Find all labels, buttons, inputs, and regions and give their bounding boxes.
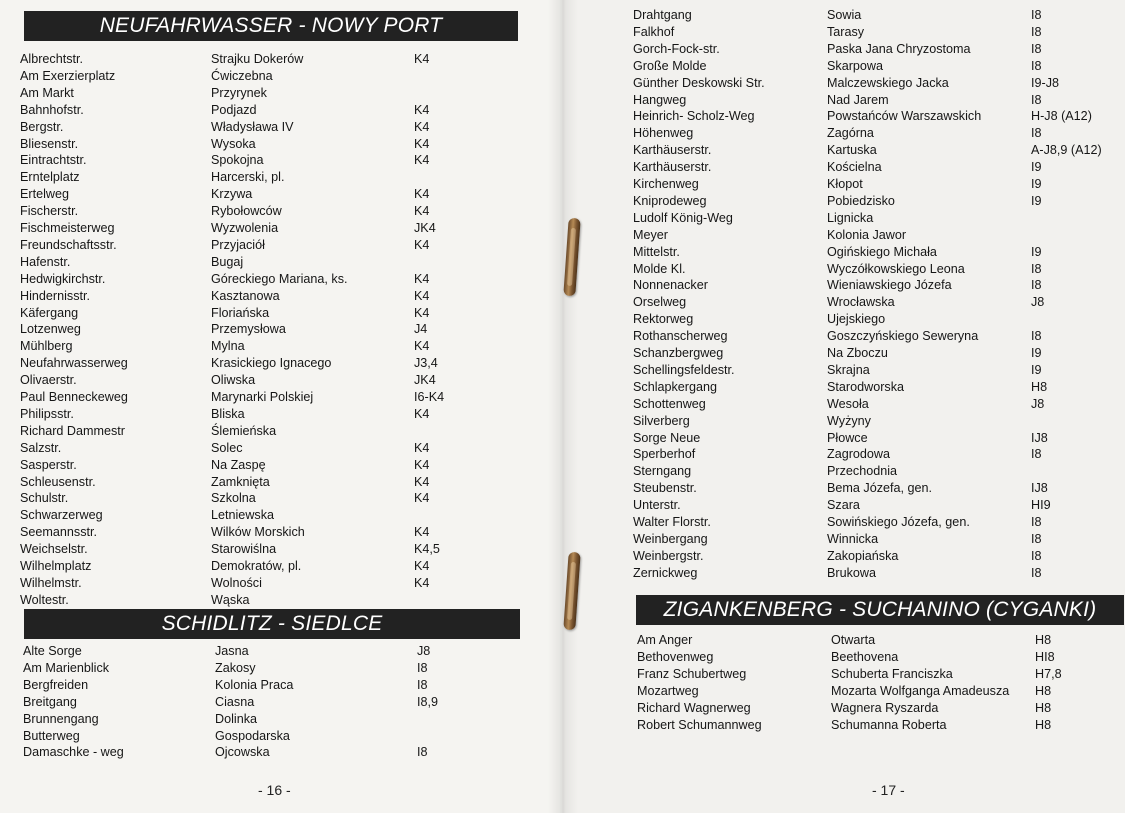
german-street-name: Mühlberg: [20, 339, 73, 354]
map-grid-reference: K4: [414, 271, 430, 286]
polish-street-name: Marynarki Polskiej: [211, 390, 314, 404]
german-street-name: Sterngang: [633, 464, 692, 479]
map-grid-reference: I8: [1031, 329, 1042, 344]
german-street-name: Heinrich- Scholz-Weg: [633, 109, 755, 124]
map-grid-reference: I8: [1031, 58, 1042, 73]
map-grid-reference: I8: [417, 745, 428, 760]
german-street-name: Damaschke - weg: [23, 745, 124, 760]
polish-street-name: Kasztanowa: [211, 288, 280, 303]
polish-street-name: Góreckiego Mariana, ks.: [211, 271, 348, 286]
german-street-name: Breitgang: [23, 694, 77, 709]
polish-street-name: Krasickiego Ignacego: [211, 356, 332, 371]
street-row: [0, 717, 1125, 734]
german-street-name: Schottenweg: [633, 396, 706, 411]
german-street-name: Große Molde: [633, 58, 707, 73]
polish-street-name: Wąska: [211, 592, 250, 607]
polish-street-name: Bema Józefa, gen.: [827, 481, 933, 496]
map-grid-reference: I9: [1031, 193, 1042, 208]
polish-street-name: Wyżyny: [827, 413, 871, 428]
map-grid-reference: K4,5: [414, 542, 440, 557]
polish-street-name: Starodworska: [827, 379, 904, 394]
german-street-name: Alte Sorge: [23, 644, 82, 658]
street-row: [0, 244, 1125, 261]
street-row: [0, 683, 1125, 700]
german-street-name: Am Marienblick: [23, 660, 110, 675]
german-street-name: Fischmeisterweg: [20, 221, 115, 235]
german-street-name: Seemannsstr.: [20, 525, 98, 540]
polish-street-name: Przechodnia: [827, 464, 898, 479]
polish-street-name: Kościelna: [827, 160, 882, 175]
map-grid-reference: K4: [414, 153, 430, 168]
german-street-name: Silverberg: [633, 413, 690, 428]
street-row: [0, 58, 1125, 75]
map-grid-reference: I8: [417, 677, 428, 692]
polish-street-name: Przyjaciół: [211, 237, 265, 252]
polish-street-name: Tarasy: [827, 24, 865, 39]
polish-street-name: Schumanna Roberta: [831, 717, 947, 732]
polish-street-name: Strajku Dokerów: [211, 52, 304, 66]
german-street-name: Ludolf König-Weg: [633, 210, 733, 225]
german-street-name: Wilhelmstr.: [20, 575, 82, 590]
german-street-name: Schlapkergang: [633, 379, 718, 394]
german-street-name: Butterweg: [23, 728, 80, 743]
polish-street-name: Na Zboczu: [827, 346, 888, 360]
polish-street-name: Lignicka: [827, 210, 874, 225]
german-street-name: Karthäuserstr.: [633, 160, 712, 175]
map-grid-reference: I8: [417, 660, 428, 675]
map-grid-reference: J8: [417, 644, 431, 658]
street-row: [0, 345, 1125, 362]
german-street-name: Orselweg: [633, 295, 687, 310]
polish-street-name: Wilków Morskich: [211, 525, 305, 540]
map-grid-reference: H8: [1035, 633, 1052, 647]
german-street-name: Richard Dammestr: [20, 423, 125, 438]
polish-street-name: Beethovena: [831, 649, 899, 664]
map-grid-reference: I9: [1031, 244, 1042, 259]
street-row: [0, 632, 1125, 649]
polish-street-name: Ćwiczebna: [211, 68, 273, 83]
polish-street-name: Winnicka: [827, 531, 879, 546]
map-grid-reference: I8: [1031, 24, 1042, 39]
polish-street-name: Skrajna: [827, 362, 870, 377]
street-row: [0, 24, 1125, 41]
map-grid-reference: I8: [1031, 261, 1042, 276]
polish-street-name: Sowia: [827, 8, 862, 22]
map-grid-reference: I8: [1031, 447, 1042, 462]
german-street-name: Hangweg: [633, 92, 687, 107]
german-street-name: Bergfreiden: [23, 677, 89, 692]
map-grid-reference: K4: [414, 237, 430, 252]
german-street-name: Woltestr.: [20, 592, 69, 607]
street-row: [0, 210, 1125, 227]
german-street-name: Käfergang: [20, 305, 79, 320]
polish-street-name: Wrocławska: [827, 295, 895, 310]
street-row: [0, 531, 1125, 548]
german-street-name: Ertelweg: [20, 187, 69, 202]
street-row: [0, 430, 1125, 447]
german-street-name: Bergstr.: [20, 119, 64, 134]
german-street-name: Am Markt: [20, 85, 74, 100]
polish-street-name: Wolności: [211, 575, 262, 590]
polish-street-name: Przemysłowa: [211, 322, 286, 337]
polish-street-name: Zagórna: [827, 126, 874, 141]
polish-street-name: Zagrodowa: [827, 447, 891, 462]
german-street-name: Schleusenstr.: [20, 474, 96, 489]
german-street-name: Eintrachtstr.: [20, 153, 87, 168]
german-street-name: Hedwigkirchstr.: [20, 271, 106, 286]
street-row: [0, 41, 1125, 58]
polish-street-name: Zakosy: [215, 660, 256, 675]
street-row: [0, 649, 1125, 666]
german-street-name: Mozartweg: [637, 683, 699, 698]
german-street-name: Freundschaftsstr.: [20, 237, 117, 252]
polish-street-name: Ojcowska: [215, 745, 270, 760]
german-street-name: Brunnengang: [23, 711, 99, 726]
street-row: [0, 227, 1125, 244]
polish-street-name: Bliska: [211, 406, 245, 421]
map-grid-reference: J8: [1031, 295, 1045, 310]
german-street-name: Zernickweg: [633, 565, 698, 580]
polish-street-name: Wesoła: [827, 396, 869, 411]
polish-street-name: Krzywa: [211, 187, 253, 202]
polish-street-name: Harcerski, pl.: [211, 170, 285, 185]
street-row: [0, 565, 1125, 582]
polish-street-name: Wyzwolenia: [211, 221, 279, 235]
polish-street-name: Ciasna: [215, 694, 255, 709]
map-grid-reference: K4: [414, 474, 430, 489]
street-row: [0, 514, 1125, 531]
polish-street-name: Starowiślna: [211, 542, 277, 557]
german-street-name: Franz Schubertweg: [637, 666, 747, 681]
polish-street-name: Wieniawskiego Józefa: [827, 278, 952, 293]
section-title: ZIGANKENBERG - SUCHANINO (CYGANKI): [636, 595, 1124, 625]
polish-street-name: Otwarta: [831, 633, 876, 647]
street-row: [0, 362, 1125, 379]
map-grid-reference: IJ8: [1031, 481, 1048, 496]
german-street-name: Meyer: [633, 227, 668, 242]
map-grid-reference: H8: [1035, 717, 1052, 732]
german-street-name: Robert Schumannweg: [637, 717, 762, 732]
map-grid-reference: K4: [414, 525, 430, 540]
polish-street-name: Zamknięta: [211, 474, 270, 489]
polish-street-name: Jasna: [215, 644, 249, 658]
map-grid-reference: I8: [1031, 565, 1042, 580]
german-street-name: Steubenstr.: [633, 481, 697, 496]
map-grid-reference: I8: [1031, 515, 1042, 529]
german-street-name: Bahnhofstr.: [20, 102, 84, 117]
german-street-name: Molde Kl.: [633, 261, 686, 276]
street-row: [0, 176, 1125, 193]
map-grid-reference: I8: [1031, 92, 1042, 107]
map-grid-reference: JK4: [414, 373, 436, 388]
german-street-name: Fischerstr.: [20, 204, 79, 219]
map-grid-reference: I9: [1031, 160, 1042, 175]
map-grid-reference: HI8: [1035, 649, 1055, 664]
polish-street-name: Władysława IV: [211, 119, 294, 134]
page-number-right: - 17 -: [872, 782, 905, 798]
street-row: [0, 413, 1125, 430]
polish-street-name: Mozarta Wolfganga Amadeusza: [831, 683, 1010, 698]
german-street-name: Sasperstr.: [20, 457, 77, 472]
german-street-name: Neufahrwasserweg: [20, 356, 128, 371]
map-grid-reference: H8: [1035, 683, 1052, 698]
german-street-name: Gorch-Fock-str.: [633, 41, 720, 56]
map-grid-reference: J4: [414, 322, 428, 337]
street-row: [0, 108, 1125, 125]
street-row: [0, 463, 1125, 480]
street-row: [0, 700, 1125, 717]
german-street-name: Falkhof: [633, 24, 675, 39]
map-grid-reference: K4: [414, 288, 430, 303]
polish-street-name: Płowce: [827, 430, 868, 445]
polish-street-name: Przyrynek: [211, 85, 267, 100]
street-row: [0, 261, 1125, 278]
german-street-name: Schanzbergweg: [633, 346, 724, 360]
section-title: SCHIDLITZ - SIEDLCE: [24, 609, 520, 639]
polish-street-name: Malczewskiego Jacka: [827, 75, 949, 90]
polish-street-name: Ogińskiego Michała: [827, 244, 937, 259]
polish-street-name: Solec: [211, 440, 243, 455]
map-grid-reference: JK4: [414, 221, 436, 235]
map-grid-reference: I9: [1031, 346, 1042, 360]
street-row: [0, 75, 1125, 92]
german-street-name: Höhenweg: [633, 126, 694, 141]
street-row: [0, 328, 1125, 345]
map-grid-reference: I6-K4: [414, 390, 445, 404]
map-grid-reference: I8: [1031, 548, 1042, 563]
polish-street-name: Powstańców Warszawskich: [827, 109, 982, 124]
street-row: [0, 142, 1125, 159]
map-grid-reference: HI9: [1031, 498, 1051, 513]
map-grid-reference: I9: [1031, 362, 1042, 377]
street-row: [0, 125, 1125, 142]
map-grid-reference: K4: [414, 102, 430, 117]
page-number-left: - 16 -: [258, 782, 291, 798]
german-street-name: Günther Deskowski Str.: [633, 75, 765, 90]
german-street-name: Hindernisstr.: [20, 288, 90, 303]
street-row: [0, 311, 1125, 328]
map-grid-reference: K4: [414, 136, 430, 151]
map-grid-reference: I8: [1031, 41, 1042, 56]
german-street-name: Weinbergstr.: [633, 548, 704, 563]
german-street-name: Hafenstr.: [20, 254, 71, 269]
german-street-name: Kniprodeweg: [633, 193, 707, 208]
street-row: [0, 744, 1125, 761]
polish-street-name: Oliwska: [211, 373, 256, 388]
german-street-name: Karthäuserstr.: [633, 143, 712, 158]
map-grid-reference: I8: [1031, 531, 1042, 546]
polish-street-name: Mylna: [211, 339, 245, 354]
street-row: [0, 480, 1125, 497]
polish-street-name: Szara: [827, 498, 860, 513]
map-grid-reference: IJ8: [1031, 430, 1048, 445]
german-street-name: Wilhelmplatz: [20, 559, 92, 573]
polish-street-name: Pobiedzisko: [827, 193, 895, 208]
map-grid-reference: K4: [414, 457, 430, 472]
map-grid-reference: H8: [1035, 700, 1052, 715]
polish-street-name: Kłopot: [827, 177, 863, 191]
map-grid-reference: K4: [414, 305, 430, 320]
german-street-name: Walter Florstr.: [633, 515, 711, 529]
polish-street-name: Bugaj: [211, 254, 244, 269]
german-street-name: Paul Benneckeweg: [20, 390, 128, 404]
polish-street-name: Letniewska: [211, 508, 275, 523]
polish-street-name: Sowińskiego Józefa, gen.: [827, 515, 970, 529]
map-grid-reference: A-J8,9 (A12): [1031, 143, 1102, 158]
german-street-name: Drahtgang: [633, 8, 692, 22]
german-street-name: Sperberhof: [633, 447, 696, 462]
polish-street-name: Kolonia Praca: [215, 677, 294, 692]
polish-street-name: Podjazd: [211, 102, 257, 117]
street-row: [0, 92, 1125, 109]
polish-street-name: Spokojna: [211, 153, 264, 168]
polish-street-name: Rybołowców: [211, 204, 282, 219]
german-street-name: Schellingsfeldestr.: [633, 362, 735, 377]
polish-street-name: Kartuska: [827, 143, 877, 158]
german-street-name: Olivaerstr.: [20, 373, 77, 388]
street-row: [0, 7, 1125, 24]
map-grid-reference: K4: [414, 187, 430, 202]
section-title: NEUFAHRWASSER - NOWY PORT: [24, 11, 518, 41]
map-grid-reference: K4: [414, 339, 430, 354]
german-street-name: Unterstr.: [633, 498, 681, 513]
map-grid-reference: H8: [1031, 379, 1048, 394]
map-grid-reference: I8: [1031, 126, 1042, 141]
polish-street-name: Gospodarska: [215, 728, 290, 743]
street-row: [0, 379, 1125, 396]
map-grid-reference: I8,9: [417, 694, 439, 709]
map-grid-reference: K4: [414, 559, 430, 573]
street-row: [0, 666, 1125, 683]
german-street-name: Am Anger: [637, 633, 693, 647]
map-grid-reference: K4: [414, 406, 430, 421]
german-street-name: Bliesenstr.: [20, 136, 79, 151]
street-row: [0, 159, 1125, 176]
map-grid-reference: K4: [414, 52, 430, 66]
polish-street-name: Demokratów, pl.: [211, 559, 302, 573]
street-row: [0, 446, 1125, 463]
map-grid-reference: I8: [1031, 278, 1042, 293]
german-street-name: Lotzenweg: [20, 322, 81, 337]
street-row: [0, 396, 1125, 413]
german-street-name: Rektorweg: [633, 312, 694, 327]
polish-street-name: Ujejskiego: [827, 312, 886, 327]
german-street-name: Sorge Neue: [633, 430, 701, 445]
polish-street-name: Zakopiańska: [827, 548, 899, 563]
polish-street-name: Goszczyńskiego Seweryna: [827, 329, 979, 344]
map-grid-reference: K4: [414, 491, 430, 506]
polish-street-name: Wagnera Ryszarda: [831, 700, 939, 715]
german-street-name: Schwarzerweg: [20, 508, 103, 523]
german-street-name: Kirchenweg: [633, 177, 699, 191]
polish-street-name: Dolinka: [215, 711, 257, 726]
map-grid-reference: I9-J8: [1031, 75, 1059, 90]
german-street-name: Philipsstr.: [20, 406, 74, 421]
german-street-name: Albrechtstr.: [20, 52, 83, 66]
polish-street-name: Floriańska: [211, 305, 270, 320]
map-grid-reference: J8: [1031, 396, 1045, 411]
polish-street-name: Wyczółkowskiego Leona: [827, 261, 965, 276]
german-street-name: Weichselstr.: [20, 542, 88, 557]
polish-street-name: Skarpowa: [827, 58, 884, 73]
german-street-name: Schulstr.: [20, 491, 69, 506]
polish-street-name: Wysoka: [211, 136, 256, 151]
map-grid-reference: K4: [414, 204, 430, 219]
german-street-name: Rothanscherweg: [633, 329, 728, 344]
polish-street-name: Szkolna: [211, 491, 256, 506]
polish-street-name: Schuberta Franciszka: [831, 666, 953, 681]
street-row: [0, 548, 1125, 565]
polish-street-name: Ślemieńska: [211, 423, 277, 438]
polish-street-name: Na Zaspę: [211, 457, 266, 472]
german-street-name: Mittelstr.: [633, 244, 680, 259]
street-row: [0, 497, 1125, 514]
map-grid-reference: I9: [1031, 177, 1042, 191]
map-grid-reference: K4: [414, 119, 430, 134]
map-grid-reference: I8: [1031, 8, 1042, 22]
german-street-name: Bethovenweg: [637, 649, 714, 664]
map-grid-reference: K4: [414, 440, 430, 455]
german-street-name: Salzstr.: [20, 440, 62, 455]
german-street-name: Erntelplatz: [20, 170, 80, 185]
street-row: [0, 294, 1125, 311]
german-street-name: Nonnenacker: [633, 278, 708, 293]
map-grid-reference: K4: [414, 575, 430, 590]
polish-street-name: Nad Jarem: [827, 92, 889, 107]
street-row: [0, 193, 1125, 210]
street-row: [0, 277, 1125, 294]
polish-street-name: Brukowa: [827, 565, 876, 580]
german-street-name: Richard Wagnerweg: [637, 700, 751, 715]
german-street-name: Weinbergang: [633, 531, 708, 546]
german-street-name: Am Exerzierplatz: [20, 68, 116, 83]
polish-street-name: Kolonia Jawor: [827, 227, 907, 242]
map-grid-reference: H7,8: [1035, 666, 1062, 681]
map-grid-reference: J3,4: [414, 356, 438, 371]
map-grid-reference: H-J8 (A12): [1031, 109, 1092, 124]
polish-street-name: Paska Jana Chryzostoma: [827, 41, 971, 56]
